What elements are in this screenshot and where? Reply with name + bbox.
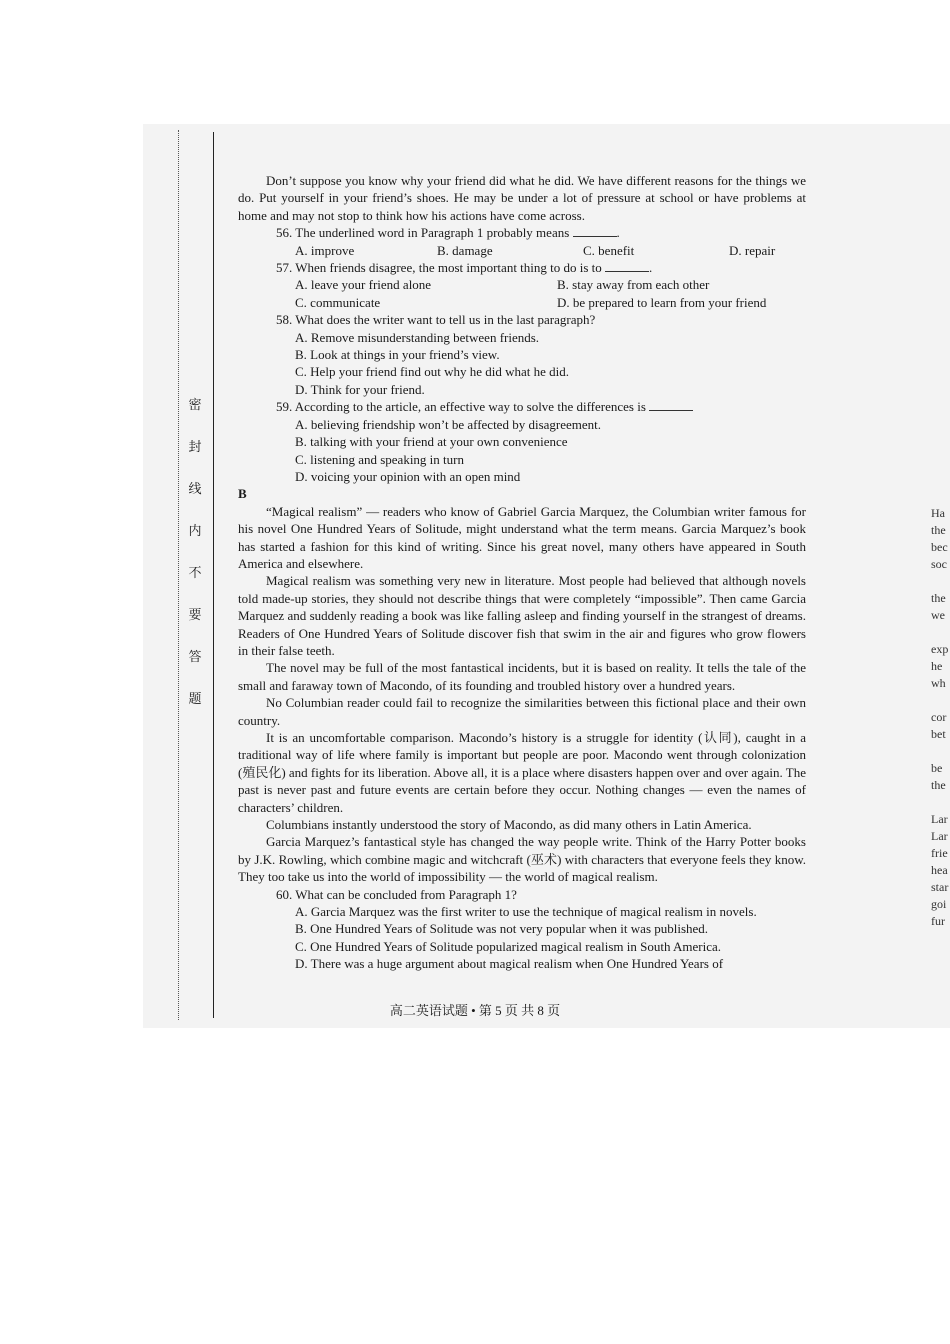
bleed-fragment: the — [931, 591, 946, 605]
binding-char: 封 — [188, 439, 202, 454]
option: C. One Hundred Years of Solitude popularized magical realism in South America. — [295, 938, 722, 954]
passage-b-paragraph: Garcia Marquez’s fantastical style has changed the way people write. Think of the Harry Potter books by J.K. Rowling, which combine magic and witchcraft (巫术) with characters that everyone feels they know. They too take us into the world of impossibility — the world of magical realism. — [238, 834, 806, 885]
bleed-fragment: bec — [931, 540, 948, 554]
bleed-fragment: frie — [931, 846, 948, 860]
option: C. Help your friend find out why he did what he did. — [295, 364, 570, 380]
section-label: B — [238, 486, 247, 502]
passage-b-paragraph: Columbians instantly understood the story of Macondo, as did many others in Latin America. — [266, 817, 752, 833]
passage-b-paragraph: “Magical realism” — readers who know of Gabriel Garcia Marquez, the Columbian writer famous for his novel One Hundred Years of Solitude, might understand what the term means. Garcia Marquez’s book has started a fashion for this kind of writing. Since his great novel, many others have appeared in South America and elsewhere. — [238, 503, 806, 571]
option: A. improve — [295, 242, 355, 258]
option: A. Garcia Marquez was the first writer to use the technique of magical realism in novels. — [295, 904, 757, 920]
passage-b-paragraph: No Columbian reader could fail to recognize the similarities between this fictional place and their own country. — [238, 695, 806, 728]
answer-blank — [605, 259, 649, 272]
bleed-fragment: the — [931, 778, 946, 792]
option: D. voicing your opinion with an open mind — [295, 468, 521, 484]
options-56 — [238, 242, 806, 259]
bleed-fragment: Lar — [931, 829, 948, 843]
bleed-fragment — [931, 692, 948, 709]
binding-char: 要 — [188, 607, 202, 622]
option: D. There was a huge argument about magical realism when One Hundred Years of — [295, 956, 724, 972]
bleed-fragment: Ha — [931, 506, 945, 520]
option: A. leave your friend alone — [295, 277, 432, 293]
option: A. believing friendship won’t be affected by disagreement. — [295, 416, 602, 432]
option: A. Remove misunderstanding between friends. — [295, 329, 540, 345]
passage-b-paragraph: The novel may be full of the most fantastical incidents, but it is based on reality. It tells the tale of the small and faraway town of Macondo, of its founding and troubled history over a hundred years. — [238, 660, 806, 693]
next-page-bleed — [931, 505, 948, 930]
bleed-fragment: soc — [931, 557, 947, 571]
bleed-fragment: cor — [931, 710, 947, 724]
binding-char: 答 — [188, 649, 202, 664]
answer-blank — [573, 224, 617, 237]
bleed-fragment — [931, 573, 948, 590]
question-57: 57. When friends disagree, the most important thing to do is to . — [276, 260, 653, 276]
bleed-fragment: the — [931, 523, 946, 537]
passage-a-paragraph: Don’t suppose you know why your friend did what he did. We have different reasons for the things we do. Put yourself in your friend’s shoes. He may be under a lot of pressure at school or have problems at home and may not stop to think how his actions have come across. — [238, 173, 806, 223]
page-footer: 高二英语试题 • 第 5 页 共 8 页 — [389, 1003, 561, 1018]
answer-blank — [649, 398, 693, 411]
options-57 — [238, 276, 806, 293]
option: D. be prepared to learn from your friend — [557, 294, 767, 310]
option: C. listening and speaking in turn — [295, 451, 464, 467]
question-60: 60. What can be concluded from Paragraph 1? — [276, 886, 517, 902]
bleed-fragment: bet — [931, 727, 946, 741]
option: D. repair — [729, 242, 776, 258]
bleed-fragment: goi — [931, 897, 947, 911]
bleed-fragment — [931, 743, 948, 760]
bleed-fragment — [931, 794, 948, 811]
option: B. Look at things in your friend’s view. — [295, 347, 500, 363]
binding-char: 密 — [188, 397, 202, 412]
question-text: 57. When friends disagree, the most important thing to do is to — [276, 260, 602, 276]
question-58: 58. What does the writer want to tell us in the last paragraph? — [276, 312, 596, 328]
bleed-fragment: wh — [931, 676, 946, 690]
option: B. One Hundred Years of Solitude was not very popular when it was published. — [295, 921, 709, 937]
bleed-fragment — [931, 624, 948, 641]
option: B. damage — [437, 242, 493, 258]
question-text: 59. According to the article, an effective way to solve the differences is — [276, 399, 646, 415]
bleed-fragment: fur — [931, 914, 945, 928]
passage-b-paragraph: It is an uncomfortable comparison. Macondo’s history is a struggle for identity (认同), caught in a traditional way of life where family is important but people are poor. Macondo went through colonization (殖民化) and fights for its liberation. Above all, it is a place where disasters happen over and over again. The past is never past and future events are certain before they occur. Nothing changes — even the names of characters’ children. — [238, 730, 806, 815]
exam-content — [238, 172, 806, 973]
question-text: 56. The underlined word in Paragraph 1 probably means — [276, 225, 570, 241]
question-59 — [238, 398, 806, 415]
option: B. talking with your friend at your own convenience — [295, 434, 568, 450]
binding-char: 不 — [188, 565, 202, 580]
question-56: 56. The underlined word in Paragraph 1 probably means . — [276, 225, 620, 241]
binding-warning — [186, 398, 204, 734]
passage-b-paragraph: Magical realism was something very new in literature. Most people had believed that although novels told made-up stories, they should not describe things that were completely “impossible”. Then came Garcia Marquez and suddenly reading a book was like falling asleep and finding yourself in the strangest of dreams. Readers of One Hundred Years of Solitude discover fish that swim in the air and figures who grow flowers in their false teeth. — [238, 573, 806, 658]
binding-char: 内 — [188, 523, 202, 538]
binding-char: 线 — [188, 481, 202, 496]
bleed-fragment: be — [931, 761, 943, 775]
option: B. stay away from each other — [557, 277, 710, 293]
bleed-fragment: Lar — [931, 812, 948, 826]
option: C. benefit — [583, 242, 635, 258]
options-57b — [238, 294, 806, 311]
margin-rule — [213, 132, 214, 1018]
bleed-fragment: exp — [931, 642, 949, 656]
binding-dotted-line — [178, 130, 179, 1020]
bleed-fragment: hea — [931, 863, 948, 877]
bleed-fragment: he — [931, 659, 943, 673]
option: D. Think for your friend. — [295, 381, 425, 397]
bleed-fragment: star — [931, 880, 949, 894]
bleed-fragment: we — [931, 608, 945, 622]
binding-char: 题 — [188, 691, 202, 706]
option: C. communicate — [295, 294, 381, 310]
